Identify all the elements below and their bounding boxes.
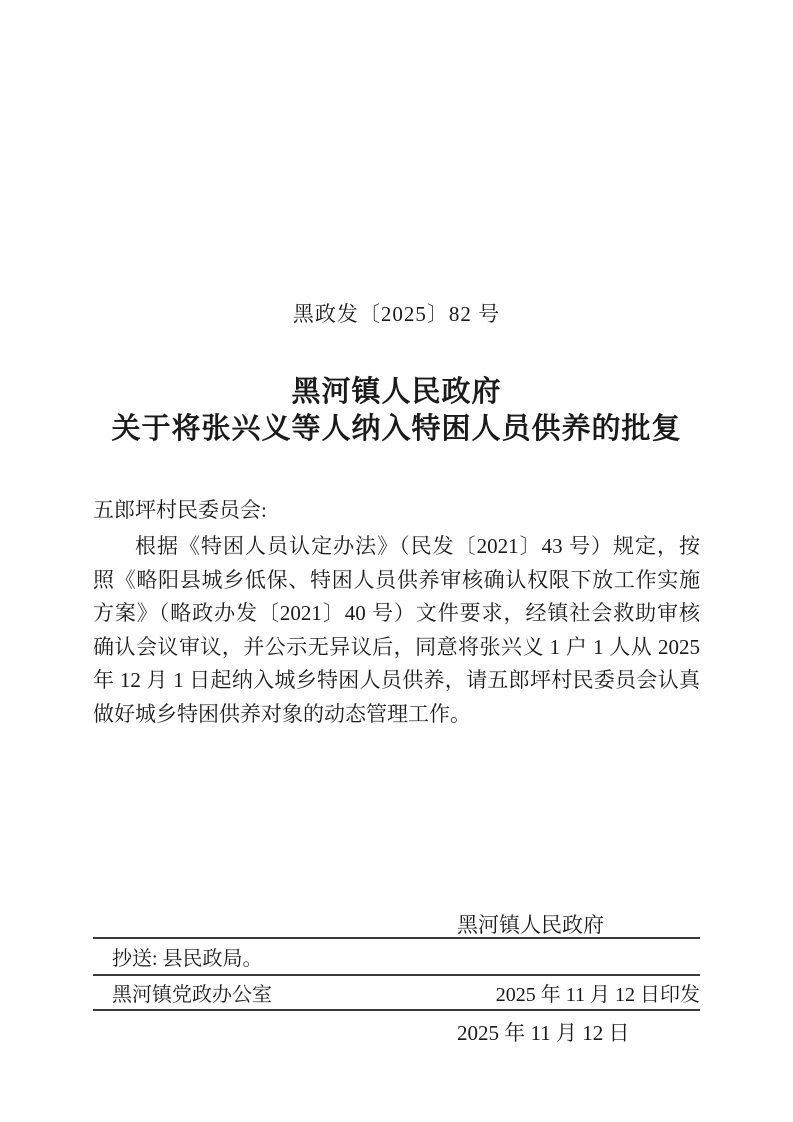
footer-rule-middle — [93, 974, 700, 976]
print-date: 2025 年 11 月 12 日印发 — [495, 984, 700, 1006]
body-line: 根据《特困人员认定办法》（民发〔2021〕43 号）规定，按 — [135, 534, 700, 558]
document-body — [93, 530, 700, 731]
body-line: 照《略阳县城乡低保、特困人员供养审核确认权限下放工作实施 — [93, 567, 700, 592]
issuing-office: 黑河镇党政办公室 — [112, 984, 272, 1006]
document-title — [0, 374, 793, 448]
cc-line: 抄送: 县民政局。 — [112, 948, 263, 970]
title-org-line: 黑河镇人民政府 — [291, 376, 502, 408]
footer-rule-bottom — [93, 1009, 700, 1011]
signature-block — [457, 835, 629, 1122]
footer-rule-top — [93, 937, 700, 939]
body-line: 做好城乡特困供养对象的动态管理工作。 — [93, 701, 471, 726]
colophon-row — [93, 982, 700, 1008]
title-subject-line: 关于将张兴义等人纳入特困人员供养的批复 — [111, 413, 682, 445]
body-line: 年 12 月 1 日起纳入城乡特困人员供养，请五郎坪村民委员会认真 — [93, 668, 700, 692]
signature-date: 2025 年 11 月 12 日 — [457, 1021, 630, 1045]
document-number: 黑政发〔2025〕82 号 — [292, 302, 501, 326]
body-line: 确认会议审议，并公示无异议后，同意将张兴义 1 户 1 人从 2025 — [93, 634, 700, 659]
signature-org: 黑河镇人民政府 — [457, 913, 604, 937]
recipient-line: 五郎坪村民委员会: — [93, 498, 267, 522]
body-line: 方案》（略政办发〔2021〕40 号）文件要求，经镇社会救助审核 — [93, 601, 700, 625]
